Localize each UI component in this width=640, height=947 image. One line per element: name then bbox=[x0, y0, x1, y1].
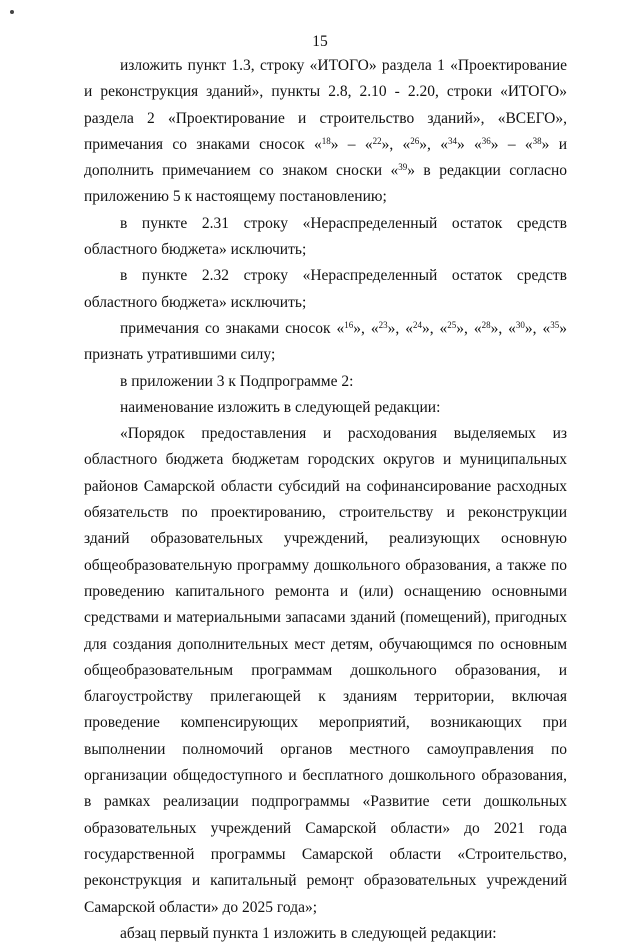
text-run: в приложении 3 к Подпрограмме 2: bbox=[120, 372, 354, 390]
text-run: » признать утратившими силу; bbox=[84, 319, 567, 364]
paragraph bbox=[84, 395, 567, 421]
text-run: », « bbox=[353, 319, 379, 337]
text-run: абзац первый пункта 1 изложить в следующей редакции: bbox=[120, 924, 497, 942]
text-run: примечания со знаками сносок « bbox=[120, 319, 345, 337]
paragraph bbox=[84, 316, 567, 369]
footnote-ref: 36 bbox=[481, 135, 491, 146]
scan-speck bbox=[10, 10, 14, 14]
paragraph bbox=[84, 421, 567, 921]
text-run: в пункте 2.32 строку «Нераспределенный остаток средств областного бюджета» исключить; bbox=[84, 267, 567, 311]
text-run: » – « bbox=[330, 135, 373, 153]
footnote-ref: 16 bbox=[344, 319, 354, 330]
text-run: » « bbox=[456, 135, 482, 153]
text-run: », « bbox=[421, 319, 448, 337]
text-run: наименование изложить в следующей редакции: bbox=[120, 398, 441, 416]
footnote-ref: 34 bbox=[447, 135, 457, 146]
footnote-ref: 39 bbox=[398, 162, 408, 173]
footnote-ref: 23 bbox=[378, 319, 388, 330]
footnote-ref: 28 bbox=[481, 319, 491, 330]
paragraph bbox=[84, 211, 567, 264]
paragraph bbox=[84, 53, 567, 211]
text-run: » и дополнить примечанием со знаком сноски « bbox=[84, 135, 568, 180]
text-run: » – « bbox=[490, 135, 533, 153]
page-number: 15 bbox=[312, 33, 328, 50]
footnote-ref: 35 bbox=[550, 319, 560, 330]
text-run: » в редакции согласно приложению 5 к настоящему постановлению; bbox=[84, 162, 567, 206]
paragraph bbox=[84, 263, 567, 316]
text-run: «Порядок предоставления и расходования выделяемых из областного бюджета бюджетам городских округов и муниципальных районов Самарской области субсидий на софинансирование расходных обязательств по проектированию, строительству и реконструкции зданий образовательных учреждений, реализующих основную общеобразовательную программу дошкольного образования, а также по проведению капитального ремонта и (или) оснащению основными средствами и материальными запасами зданий (помещений), пригодных для создания дополнительных мест детям, обучающимся по основным общеобразовательным программам дошкольного образования, и благоустройству прилегающей к зданиям территории, включая проведение компенсирующих мероприятий, возникающих при выполнении полномочий органов местного самоуправления по организации общедоступного и бесплатного дошкольного образования, в рамках реализации подпрограммы «Развитие сети дошкольных образовательных учреждений Самарской области» до 2021 года государственной программы Самарской области «Строительство, реконструкция и капитальный ремонт образовательных учреждений Самарской области» до 2025 года»; bbox=[84, 425, 567, 916]
footnote-ref: 24 bbox=[412, 319, 422, 330]
paragraph bbox=[84, 369, 567, 395]
text-run: в пункте 2.31 строку «Нераспределенный остаток средств областного бюджета» исключить; bbox=[84, 214, 567, 259]
footnote-ref: 22 bbox=[372, 135, 382, 146]
text-run: », « bbox=[524, 319, 551, 337]
footnote-ref: 26 bbox=[410, 135, 420, 146]
footnote-ref: 30 bbox=[515, 319, 525, 330]
text-run: », « bbox=[381, 135, 411, 153]
document-body bbox=[84, 53, 567, 947]
text-run: », « bbox=[419, 135, 448, 153]
text-run: », « bbox=[456, 319, 482, 337]
text-run: изложить пункт 1.3, строку «ИТОГО» раздела 1 «Проектирование и реконструкция зданий», пункты 2.8, 2.10 - 2.20, строки «ИТОГО» раздела 2 «Проектирование и строительство зданий», «ВСЕГО», примечания со знаками сносок « bbox=[84, 57, 567, 153]
text-run: », « bbox=[490, 319, 516, 337]
footnote-ref: 18 bbox=[321, 135, 331, 146]
footnote-ref: 25 bbox=[447, 319, 457, 330]
paragraph bbox=[84, 921, 567, 947]
text-run: », « bbox=[387, 319, 413, 337]
footnote-ref: 38 bbox=[532, 135, 542, 146]
